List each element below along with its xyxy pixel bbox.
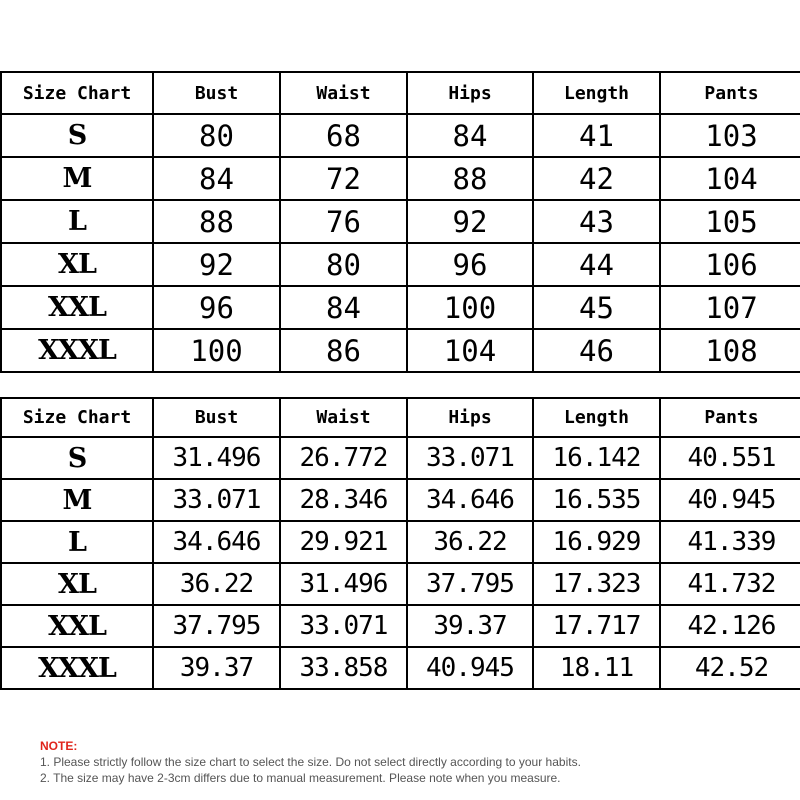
hips-cell: 84 [407,114,533,157]
waist-cell: 29.921 [280,521,407,563]
table-row [1,563,800,605]
waist-cell: 72 [280,157,407,200]
bust-cell: 96 [153,286,280,329]
hips-cell: 39.37 [407,605,533,647]
waist-cell: 31.496 [280,563,407,605]
hips-cell: 40.945 [407,647,533,689]
table-row [1,605,800,647]
header-waist: Waist [280,72,407,114]
bust-cell: 39.37 [153,647,280,689]
table-row [1,243,800,286]
table-row [1,114,800,157]
size-cell: XXL [1,605,153,647]
header-length: Length [533,398,660,437]
pants-cell: 107 [660,286,800,329]
header-hips: Hips [407,72,533,114]
header-size-chart: Size Chart [1,398,153,437]
table-row [1,521,800,563]
length-cell: 17.717 [533,605,660,647]
hips-cell: 96 [407,243,533,286]
pants-cell: 108 [660,329,800,372]
bust-cell: 80 [153,114,280,157]
hips-cell: 92 [407,200,533,243]
header-hips: Hips [407,398,533,437]
size-cell: S [1,114,153,157]
header-pants: Pants [660,398,800,437]
size-cell: L [1,200,153,243]
size-cell: M [1,157,153,200]
length-cell: 16.535 [533,479,660,521]
waist-cell: 33.071 [280,605,407,647]
pants-cell: 40.945 [660,479,800,521]
note-line-2: 2. The size may have 2-3cm differs due to manual measurement. Please note when you measure. [40,771,561,785]
pants-cell: 41.732 [660,563,800,605]
header-waist: Waist [280,398,407,437]
header-length: Length [533,72,660,114]
table-row [1,329,800,372]
pants-cell: 105 [660,200,800,243]
length-cell: 17.323 [533,563,660,605]
bust-cell: 100 [153,329,280,372]
length-cell: 18.11 [533,647,660,689]
waist-cell: 76 [280,200,407,243]
pants-cell: 42.52 [660,647,800,689]
size-cell: XXXL [1,329,153,372]
bust-cell: 84 [153,157,280,200]
size-cell: S [1,437,153,479]
length-cell: 16.929 [533,521,660,563]
pants-cell: 104 [660,157,800,200]
header-row [1,72,800,114]
waist-cell: 33.858 [280,647,407,689]
waist-cell: 84 [280,286,407,329]
bust-cell: 34.646 [153,521,280,563]
note-line-1: 1. Please strictly follow the size chart to select the size. Do not select directly according to your habits. [40,755,581,769]
header-pants: Pants [660,72,800,114]
size-cell: XXL [1,286,153,329]
hips-cell: 104 [407,329,533,372]
bust-cell: 36.22 [153,563,280,605]
length-cell: 46 [533,329,660,372]
table-row [1,437,800,479]
note-section [40,738,581,786]
note-title: NOTE: [40,739,78,753]
pants-cell: 41.339 [660,521,800,563]
size-cell: M [1,479,153,521]
size-cell: XL [1,243,153,286]
bust-cell: 88 [153,200,280,243]
hips-cell: 33.071 [407,437,533,479]
size-chart-inch-table [0,397,800,690]
bust-cell: 37.795 [153,605,280,647]
hips-cell: 34.646 [407,479,533,521]
size-cell: L [1,521,153,563]
header-row [1,398,800,437]
length-cell: 42 [533,157,660,200]
waist-cell: 68 [280,114,407,157]
table-row [1,157,800,200]
pants-cell: 103 [660,114,800,157]
header-bust: Bust [153,72,280,114]
table-row [1,479,800,521]
length-cell: 16.142 [533,437,660,479]
hips-cell: 37.795 [407,563,533,605]
size-cell: XXXL [1,647,153,689]
length-cell: 45 [533,286,660,329]
bust-cell: 92 [153,243,280,286]
bust-cell: 33.071 [153,479,280,521]
pants-cell: 106 [660,243,800,286]
hips-cell: 36.22 [407,521,533,563]
table-row [1,200,800,243]
table-row [1,286,800,329]
bust-cell: 31.496 [153,437,280,479]
size-chart-cm-table [0,71,800,373]
waist-cell: 26.772 [280,437,407,479]
waist-cell: 86 [280,329,407,372]
length-cell: 41 [533,114,660,157]
pants-cell: 42.126 [660,605,800,647]
table-row [1,647,800,689]
length-cell: 43 [533,200,660,243]
waist-cell: 80 [280,243,407,286]
size-cell: XL [1,563,153,605]
waist-cell: 28.346 [280,479,407,521]
hips-cell: 88 [407,157,533,200]
length-cell: 44 [533,243,660,286]
header-bust: Bust [153,398,280,437]
pants-cell: 40.551 [660,437,800,479]
header-size-chart: Size Chart [1,72,153,114]
hips-cell: 100 [407,286,533,329]
